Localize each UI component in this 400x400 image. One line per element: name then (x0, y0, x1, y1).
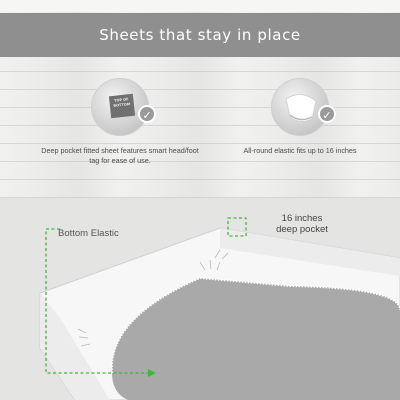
check-icon: ✓ (138, 105, 156, 123)
tag-in-hand-icon (91, 78, 152, 136)
pocket-depth-line-2: deep pocket (276, 224, 328, 235)
banner-title: Sheets that stay in place (99, 26, 301, 44)
feature-smart-tag (40, 78, 200, 166)
top-stripe (0, 0, 400, 12)
pocket-depth-line-1: 16 inches (281, 213, 323, 224)
bottom-elastic-label: Bottom Elastic (58, 228, 119, 239)
check-icon: ✓ (318, 105, 336, 123)
smart-tag-text: Deep pocket fitted sheet features smart head/foot tag for ease of use. (41, 146, 199, 165)
tag-line-2: BOTTOM (113, 102, 131, 108)
elastic-text: All-round elastic fits up to 16 inches (243, 146, 357, 155)
title-banner (0, 13, 400, 57)
pocket-depth-label (262, 213, 342, 235)
tag-line-1: TOP OF (113, 97, 129, 103)
feature-elastic (230, 78, 370, 156)
head-foot-tag (109, 94, 135, 118)
elastic-corner-icon (271, 78, 332, 136)
